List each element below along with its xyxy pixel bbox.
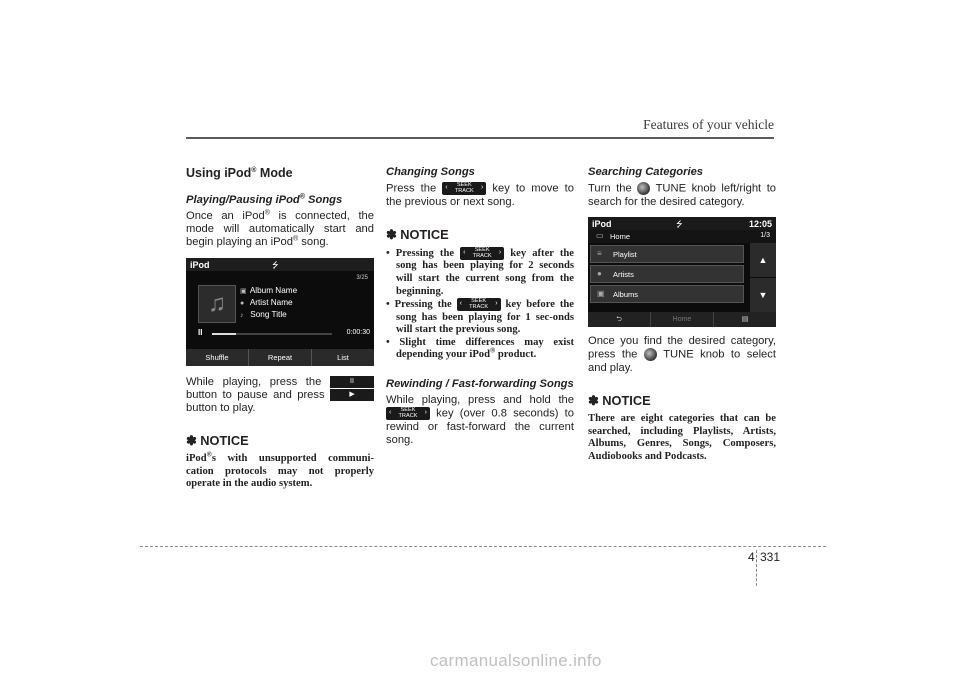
scroll-down-button[interactable]: ▼ bbox=[750, 278, 776, 312]
usb-icon: ⭍ bbox=[676, 219, 683, 229]
paragraph-connected: Once an iPod® is connected, the mode will automatically start and begin playing an iPod® song. bbox=[186, 209, 374, 249]
album-art-icon: ♫ bbox=[198, 285, 236, 323]
page-divider bbox=[756, 550, 757, 586]
artist-icon: ● bbox=[597, 268, 602, 278]
album-name: ▣ Album Name bbox=[240, 285, 298, 295]
footer-rule bbox=[140, 546, 826, 547]
subheading-searching: Searching Categories bbox=[588, 166, 704, 178]
album-icon: ▣ bbox=[597, 288, 605, 298]
column-3 bbox=[588, 166, 776, 463]
usb-icon: ⭍ bbox=[272, 260, 279, 270]
header-title: Features of your vehicle bbox=[643, 117, 774, 132]
list-item: • Pressing the ‹ SEEK TRACK › key after the song has been playing for 2 seconds will start the current song from the beginning. bbox=[386, 246, 574, 297]
page-indicator: 1/3 bbox=[760, 231, 770, 239]
path-label: Home bbox=[610, 231, 631, 241]
play-button-icon: ▶ bbox=[330, 389, 374, 401]
notice-heading: ✽ NOTICE bbox=[588, 392, 651, 408]
column-1 bbox=[186, 166, 374, 491]
elapsed-time: 0:00:30 bbox=[346, 328, 370, 336]
scroll-up-button[interactable]: ▲ bbox=[750, 243, 776, 277]
paragraph-changing: Press the ‹ SEEK TRACK › key to move to the previous or next song. bbox=[386, 182, 575, 208]
ipod-playback-screen bbox=[186, 258, 374, 366]
pause-button-icon: II bbox=[330, 376, 374, 388]
subheading-changing-songs: Changing Songs bbox=[386, 166, 475, 178]
seek-track-key-icon: ‹ SEEK TRACK › bbox=[457, 298, 501, 311]
repeat-button[interactable]: Repeat bbox=[249, 349, 312, 366]
notice-list bbox=[386, 247, 574, 362]
paragraph-rewind: While playing, press and hold the ‹ SEEK TRACK › key (over 0.8 seconds) to rewind or fast-forward the current song. bbox=[386, 394, 575, 447]
section-heading: Using iPod® Mode bbox=[186, 166, 293, 180]
progress-bar bbox=[212, 333, 332, 335]
list-item[interactable]: ▣ Albums bbox=[590, 285, 744, 303]
artist-name: ● Artist Name bbox=[240, 297, 293, 307]
notice-text: iPod®s with unsupported communi-cation protocols may not properly operate in the audio system. bbox=[186, 450, 374, 490]
seek-track-key-icon: ‹ SEEK TRACK › bbox=[386, 407, 430, 420]
playlist-icon: ≡ bbox=[597, 248, 602, 258]
artist-icon: ● bbox=[240, 299, 245, 307]
screen-app-label: iPod bbox=[190, 259, 210, 270]
screen-clock: 12:05 bbox=[748, 218, 772, 229]
subheading-playing-pausing: Playing/Pausing iPod® Songs bbox=[186, 193, 343, 206]
header-rule bbox=[186, 137, 774, 139]
note-icon: ♪ bbox=[240, 311, 244, 319]
paragraph-searching: Turn the TUNE knob left/right to search for the desired category. bbox=[588, 182, 777, 208]
folder-icon: ▭ bbox=[596, 230, 604, 240]
back-button[interactable]: ⮌ bbox=[588, 312, 651, 327]
list-item[interactable]: ● Artists bbox=[590, 265, 744, 283]
menu-button[interactable]: ▤ bbox=[741, 315, 749, 323]
paragraph-select: Once you find the desired category, press the TUNE knob to select and play. bbox=[588, 334, 776, 374]
shuffle-button[interactable]: Shuffle bbox=[186, 349, 249, 366]
column-2 bbox=[386, 166, 574, 447]
list-item: • Pressing the ‹ SEEK TRACK › key before the song has been playing for 1 sec-onds will start the previous song. bbox=[386, 298, 574, 336]
list-item: • Slight time differences may exist depending your iPod® product. bbox=[386, 336, 574, 361]
tune-knob-icon bbox=[644, 348, 657, 361]
screen-app-label: iPod bbox=[592, 218, 612, 229]
list-item[interactable]: ≡ Playlist bbox=[590, 245, 744, 263]
watermark: carmanualsonline.info bbox=[430, 651, 602, 670]
page-number: 331 bbox=[760, 550, 781, 564]
notice-heading: ✽ NOTICE bbox=[186, 433, 249, 449]
song-title: ♪ Song Title bbox=[240, 309, 287, 319]
seek-track-key-icon: ‹ SEEK TRACK › bbox=[442, 182, 486, 195]
list-button[interactable]: List bbox=[337, 352, 349, 362]
seek-track-key-icon: ‹ SEEK TRACK › bbox=[460, 247, 504, 260]
paragraph-pause-play: While playing, press the II button to pause and press ▶ button to play. bbox=[186, 376, 374, 416]
notice-text: There are eight categories that can be searched, including Playlists, Artists, Albums, Genres, Songs, Composers, Audiobooks and Podcasts. bbox=[588, 412, 776, 462]
pause-icon[interactable]: II bbox=[198, 327, 203, 337]
home-button[interactable]: Home bbox=[651, 312, 714, 327]
notice-heading: ✽ NOTICE bbox=[386, 226, 449, 242]
album-icon: ▣ bbox=[240, 287, 247, 295]
chapter-number: 4 bbox=[748, 550, 755, 564]
ipod-category-screen bbox=[588, 217, 776, 327]
subheading-rewind-ff: Rewinding / Fast-forwarding Songs bbox=[386, 378, 574, 391]
track-count: 3/25 bbox=[356, 274, 368, 281]
tune-knob-icon bbox=[637, 182, 650, 195]
